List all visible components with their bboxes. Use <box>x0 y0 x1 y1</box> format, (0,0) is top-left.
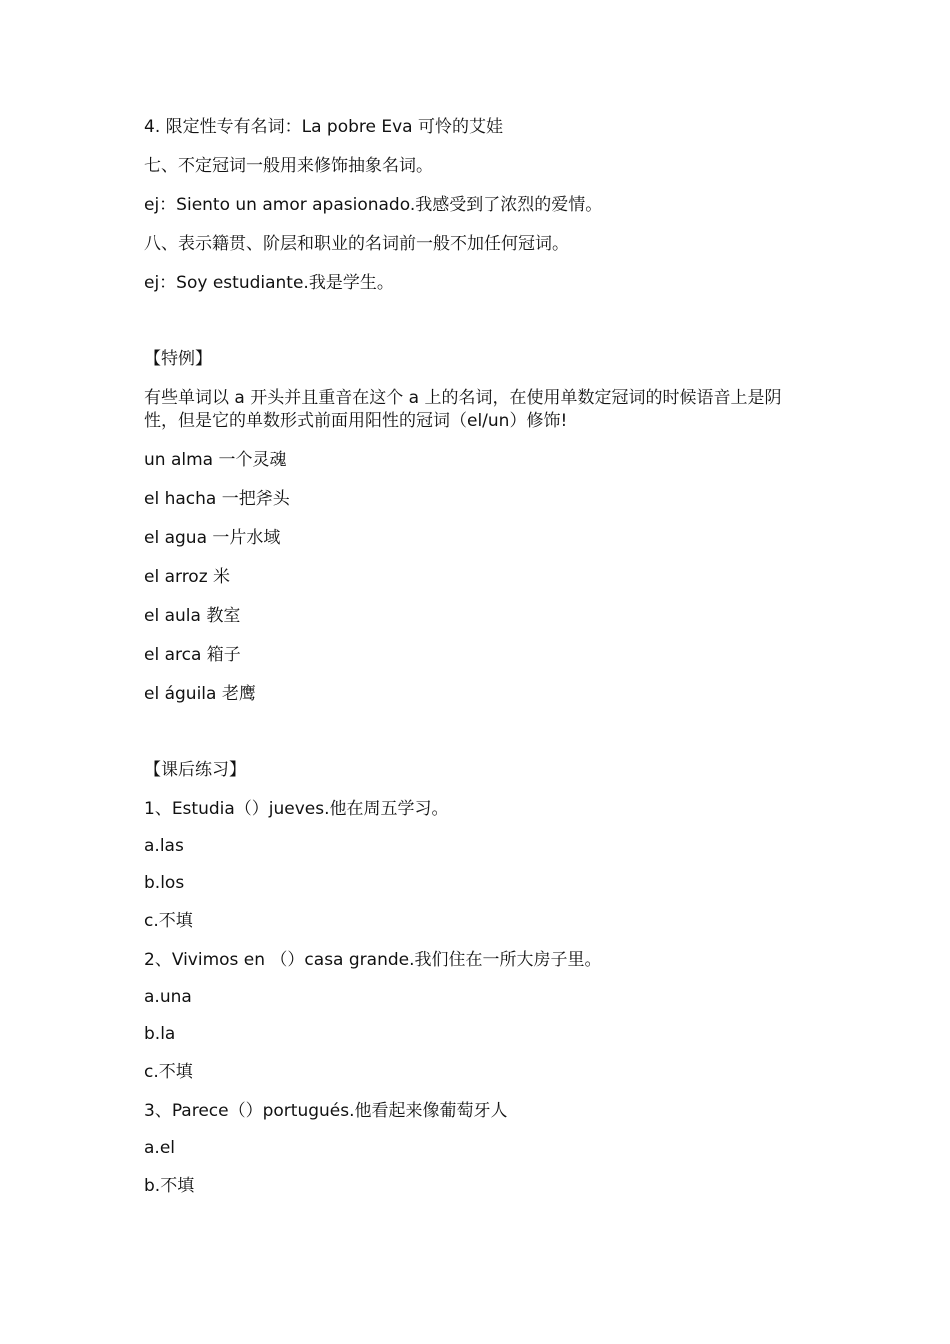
special-cases-explanation: 有些单词以 a 开头并且重音在这个 a 上的名词，在使用单数定冠词的时候语音上是阴性，但是它的单数形式前面用阳性的冠词（el/un）修饰! <box>144 388 782 431</box>
question-option: b.la <box>144 1024 176 1044</box>
question-option: a.una <box>144 987 192 1007</box>
question-option: b.los <box>144 873 185 893</box>
example-item: el agua 一片水域 <box>144 528 281 548</box>
question-prompt: 1、Estudia（）jueves.他在周五学习。 <box>144 799 449 819</box>
intro-line: ej：Siento un amor apasionado.我感受到了浓烈的爱情。 <box>144 195 603 215</box>
intro-line: 4. 限定性专有名词：La pobre Eva 可怜的艾娃 <box>144 117 503 137</box>
question-option: b.不填 <box>144 1176 195 1196</box>
exercises-heading: 【课后练习】 <box>144 760 246 780</box>
intro-line: 八、表示籍贯、阶层和职业的名词前一般不加任何冠词。 <box>144 234 569 254</box>
example-item: el arca 箱子 <box>144 645 241 665</box>
example-item: el hacha 一把斧头 <box>144 489 290 509</box>
question-option: c.不填 <box>144 911 193 931</box>
example-item: un alma 一个灵魂 <box>144 450 287 470</box>
intro-line: ej：Soy estudiante.我是学生。 <box>144 273 394 293</box>
question-prompt: 2、Vivimos en （）casa grande.我们住在一所大房子里。 <box>144 950 602 970</box>
question-option: a.el <box>144 1138 176 1158</box>
question-option: a.las <box>144 836 184 856</box>
special-cases-heading: 【特例】 <box>144 349 212 369</box>
example-item: el arroz 米 <box>144 567 231 587</box>
example-item: el aula 教室 <box>144 606 241 626</box>
question-option: c.不填 <box>144 1062 193 1082</box>
intro-line: 七、不定冠词一般用来修饰抽象名词。 <box>144 156 433 176</box>
question-prompt: 3、Parece（）portugués.他看起来像葡萄牙人 <box>144 1101 508 1121</box>
example-item: el águila 老鹰 <box>144 684 256 704</box>
